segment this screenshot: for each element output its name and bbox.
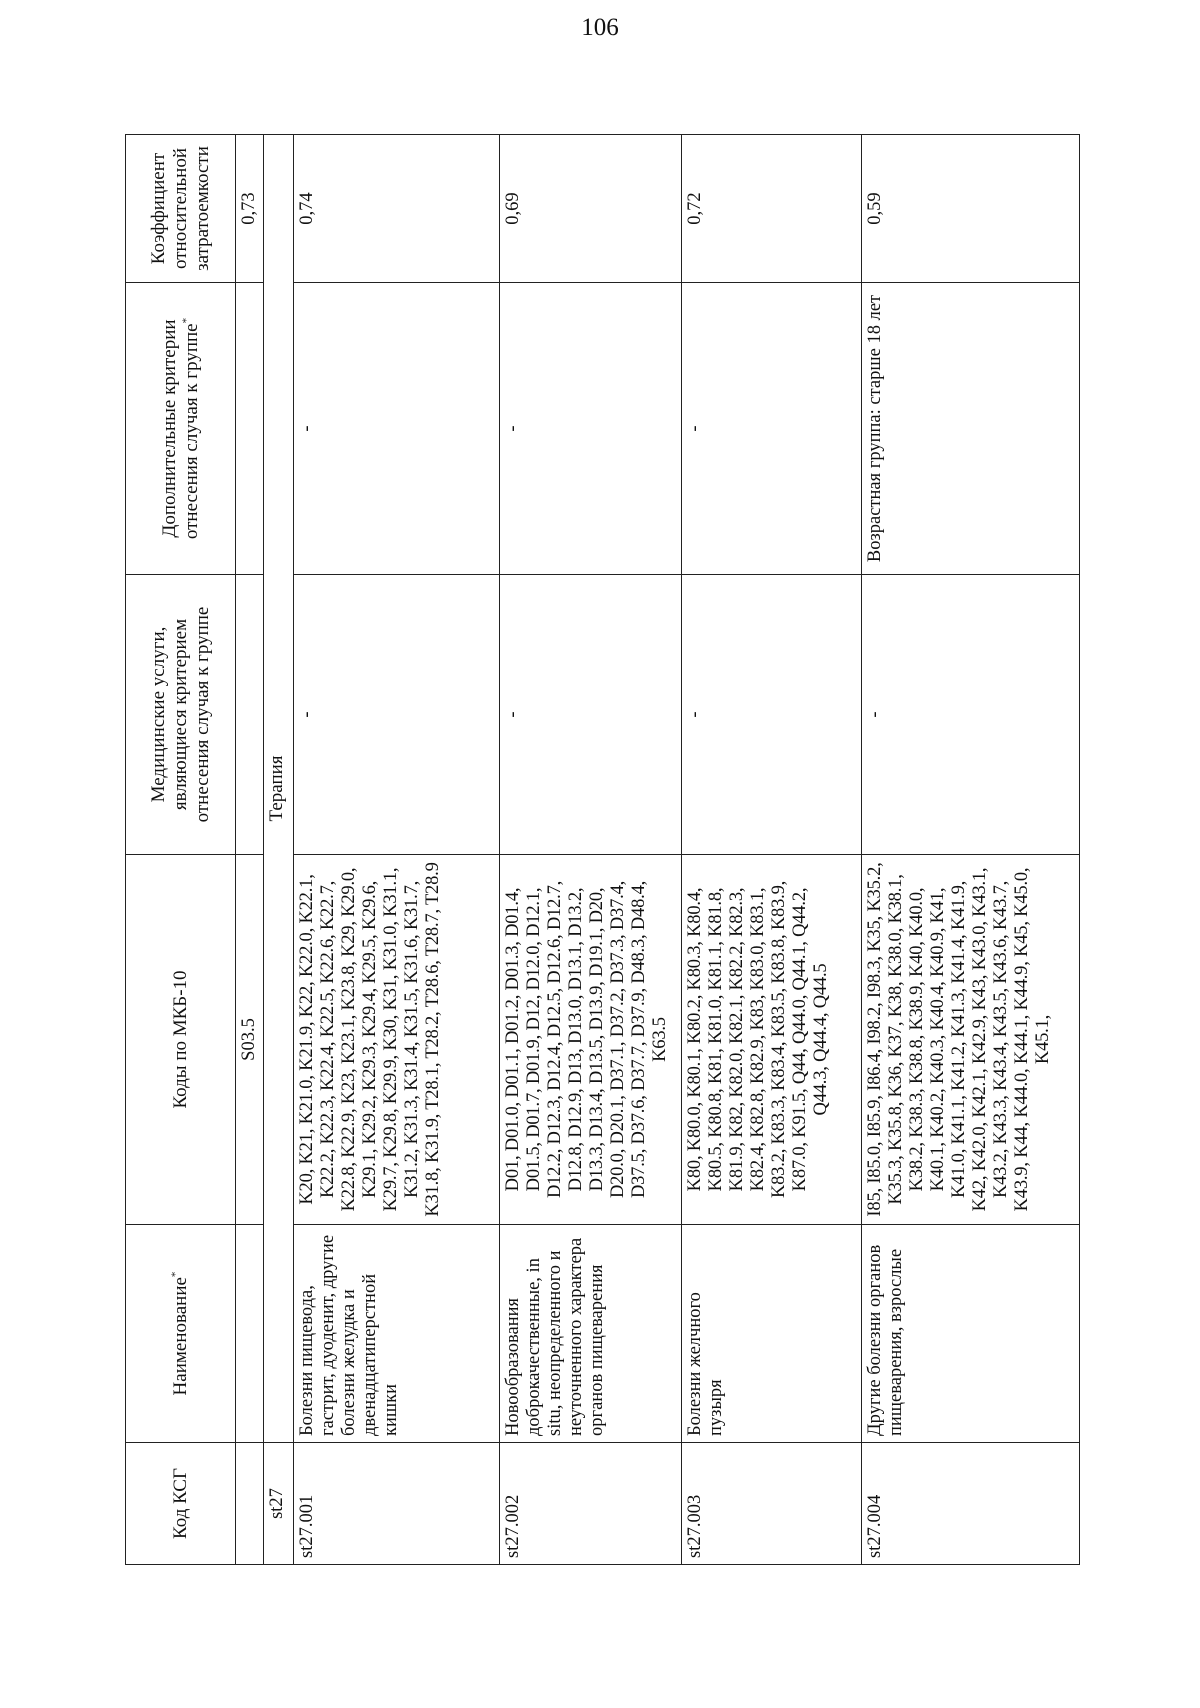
row-code: st27.002 bbox=[500, 1443, 682, 1565]
table-row bbox=[500, 135, 682, 1565]
row-mkb-codes: K80, K80.0, K80.1, K80.2, K80.3, K80.4, K80.5, K80.8, K81, K81.0, K81.1, K81.8, K81.9, K82, K82.0, K82.1, K82.2, K82.3, K82.4, K82.8, K82.9, K83, K83.0, K83.1, K83.2, K83.3, K83.4, K83.5, K83.8, K83.9, K87.0, K91.5, Q44, Q44.0, Q44.1, Q44.2, Q44.3, Q44.4, Q44.5 bbox=[682, 855, 862, 1225]
row-services: - bbox=[500, 575, 682, 855]
top-row-coef: 0,73 bbox=[236, 135, 264, 283]
row-coef: 0,59 bbox=[862, 135, 1080, 283]
header-mkb: Коды по МКБ-10 bbox=[126, 855, 236, 1225]
page-number: 106 bbox=[581, 14, 619, 41]
row-name: Новообразования доброкачественные, in situ, неопределенного и неуточненного характера органов пищеварения bbox=[500, 1225, 682, 1443]
header-coef: Коэффициент относительной затратоемкости bbox=[126, 135, 236, 283]
section-code: st27 bbox=[264, 1443, 294, 1565]
row-services: - bbox=[294, 575, 500, 855]
table-container bbox=[125, 135, 1080, 1565]
header-extra: Дополнительные критерии отнесения случая к группе* bbox=[126, 283, 236, 575]
row-name: Болезни пищевода, гастрит, дуоденит, другие болезни желудка и двенадцатиперстной кишки bbox=[294, 1225, 500, 1443]
row-mkb-codes: K20, K21, K21.0, K21.9, K22, K22.0, K22.1, K22.2, K22.3, K22.4, K22.5, K22.6, K22.7, K22.8, K22.9, K23, K23.1, K23.8, K29, K29.0, K29.1, K29.2, K29.3, K29.4, K29.5, K29.6, K29.7, K29.8, K29.9, K30, K31, K31.0, K31.1, K31.2, K31.3, K31.4, K31.5, K31.6, K31.7, K31.8, K31.9, T28.1, T28.2, T28.6, T28.7, T28.9 bbox=[294, 855, 500, 1225]
row-coef: 0,74 bbox=[294, 135, 500, 283]
row-mkb-codes: D01, D01.0, D01.1, D01.2, D01.3, D01.4, D01.5, D01.7, D01.9, D12, D12.0, D12.1, D12.2, D12.3, D12.4, D12.5, D12.6, D12.7, D12.8, D12.9, D13, D13.0, D13.1, D13.2, D13.3, D13.4, D13.5, D13.9, D19.1, D20, D20.0, D20.1, D37.1, D37.2, D37.3, D37.4, D37.5, D37.6, D37.7, D37.9, D48.3, D48.4, K63.5 bbox=[500, 855, 682, 1225]
row-name: Другие болезни органов пищеварения, взрослые bbox=[862, 1225, 1080, 1443]
top-row-mkb: S03.5 bbox=[236, 855, 264, 1225]
row-code: st27.004 bbox=[862, 1443, 1080, 1565]
header-name: Наименование* bbox=[126, 1225, 236, 1443]
row-services: - bbox=[682, 575, 862, 855]
row-extra: - bbox=[294, 283, 500, 575]
top-row bbox=[236, 135, 264, 1565]
row-extra: - bbox=[682, 283, 862, 575]
header-services: Медицинские услуги, являющиеся критерием отнесения случая к группе bbox=[126, 575, 236, 855]
row-extra: Возрастная группа: старше 18 лет bbox=[862, 283, 1080, 575]
row-name: Болезни желчного пузыря bbox=[682, 1225, 862, 1443]
row-extra: - bbox=[500, 283, 682, 575]
row-coef: 0,72 bbox=[682, 135, 862, 283]
row-code: st27.003 bbox=[682, 1443, 862, 1565]
section-row bbox=[264, 135, 294, 1565]
row-mkb-codes: I85, I85.0, I85.9, I86.4, I98.2, I98.3, K35, K35.2, K35.3, K35.8, K36, K37, K38, K38.0, K38.1, K38.2, K38.3, K38.8, K38.9, K40, K40.0, K40.1, K40.2, K40.3, K40.4, K40.9, K41, K41.0, K41.1, K41.2, K41.3, K41.4, K41.9, K42, K42.0, K42.1, K42.9, K43, K43.0, K43.1, K43.2, K43.3, K43.4, K43.5, K43.6, K43.7, K43.9, K44, K44.0, K44.1, K44.9, K45, K45.0, K45.1, bbox=[862, 855, 1080, 1225]
row-code: st27.001 bbox=[294, 1443, 500, 1565]
header-row bbox=[126, 135, 236, 1565]
table-row bbox=[682, 135, 862, 1565]
ksg-table bbox=[125, 134, 1080, 1565]
row-coef: 0,69 bbox=[500, 135, 682, 283]
header-code: Код КСГ bbox=[126, 1443, 236, 1565]
section-title: Терапия bbox=[264, 135, 294, 1443]
row-services: - bbox=[862, 575, 1080, 855]
table-row bbox=[294, 135, 500, 1565]
table-row bbox=[862, 135, 1080, 1565]
